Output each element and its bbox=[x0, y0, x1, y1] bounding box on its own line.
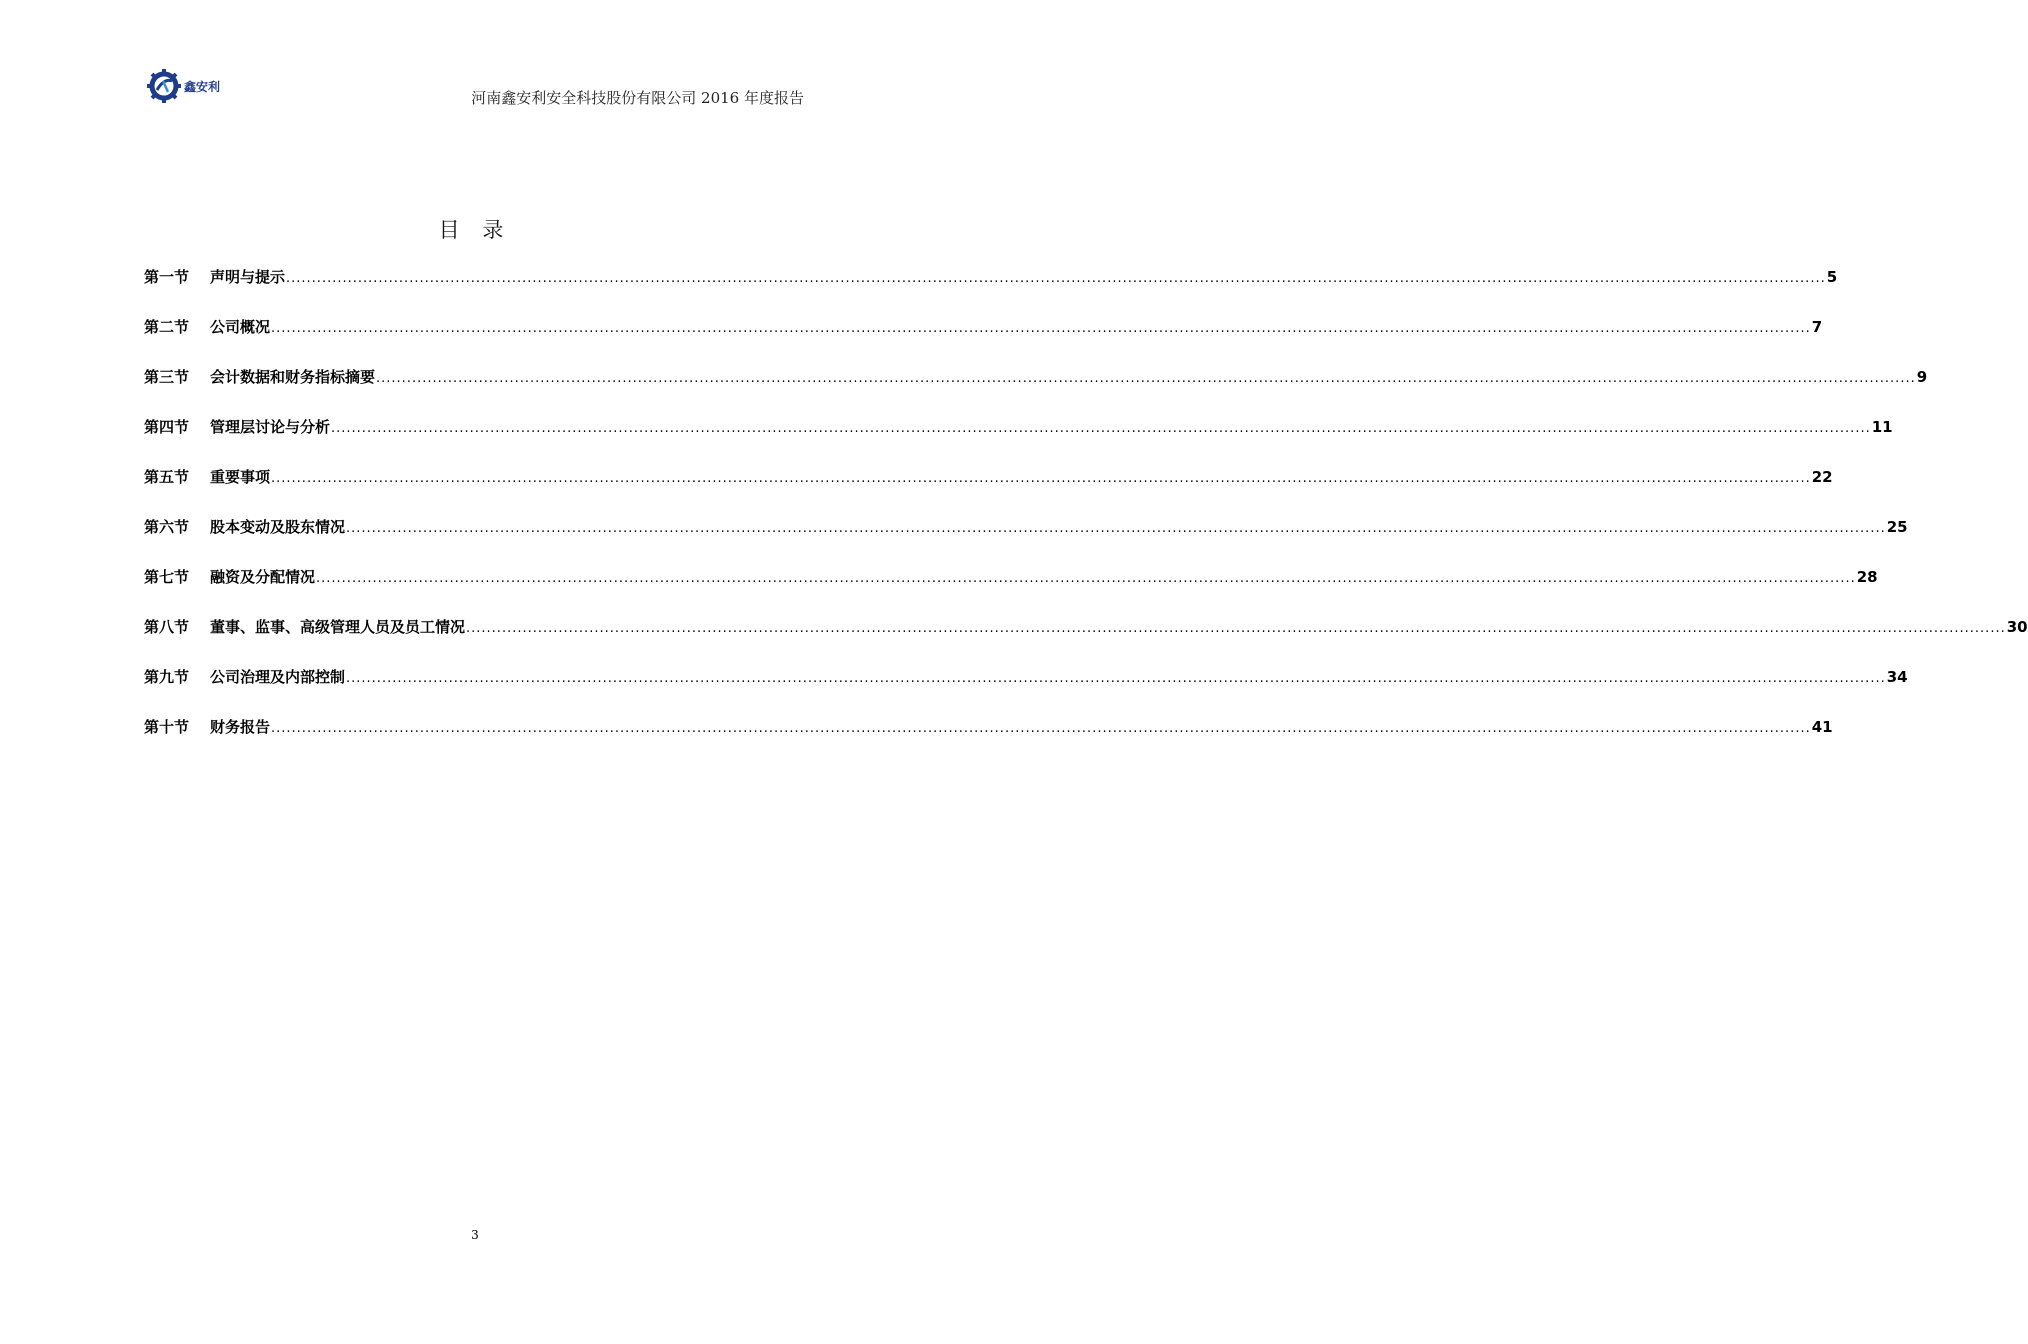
toc-page-number: 5 bbox=[1826, 268, 1838, 286]
gear-logo-icon bbox=[146, 68, 182, 104]
toc-section-number: 第十节 bbox=[144, 718, 190, 736]
toc-section-name: 公司概况 bbox=[210, 318, 271, 336]
toc-entry[interactable] bbox=[144, 566, 1878, 616]
toc-entry[interactable] bbox=[144, 616, 2028, 666]
toc-section-name: 会计数据和财务指标摘要 bbox=[210, 368, 376, 386]
page-number: 3 bbox=[471, 1228, 479, 1242]
toc-section-number: 第三节 bbox=[144, 368, 190, 386]
table-of-contents bbox=[144, 266, 2028, 766]
toc-entry[interactable] bbox=[144, 716, 1833, 766]
toc-entry[interactable] bbox=[144, 266, 1838, 316]
toc-section-name: 公司治理及内部控制 bbox=[210, 668, 346, 686]
toc-page-number: 41 bbox=[1811, 718, 1833, 736]
toc-section-number: 第九节 bbox=[144, 668, 190, 686]
toc-leader-dots: ............................................................................................................................................................................................................................................................................................................ bbox=[271, 321, 1811, 336]
toc-section-number: 第五节 bbox=[144, 468, 190, 486]
toc-section-number: 第四节 bbox=[144, 418, 190, 436]
toc-entry[interactable] bbox=[144, 366, 1928, 416]
toc-section-number: 第八节 bbox=[144, 618, 190, 636]
toc-section-name: 声明与提示 bbox=[210, 268, 286, 286]
toc-section-name: 融资及分配情况 bbox=[210, 568, 316, 586]
toc-leader-dots: ............................................................................................................................................................................................................................................................................................................ bbox=[376, 371, 1916, 386]
company-logo bbox=[146, 68, 220, 104]
toc-page-number: 28 bbox=[1856, 568, 1878, 586]
toc-section-number: 第二节 bbox=[144, 318, 190, 336]
toc-entry[interactable] bbox=[144, 416, 1893, 466]
report-header-title: 河南鑫安利安全科技股份有限公司 2016 年度报告 bbox=[471, 89, 804, 107]
toc-leader-dots: ............................................................................................................................................................................................................................................................................................................ bbox=[271, 721, 1811, 736]
toc-section-number: 第六节 bbox=[144, 518, 190, 536]
toc-leader-dots: ............................................................................................................................................................................................................................................................................................................ bbox=[346, 521, 1886, 536]
toc-page-number: 30 bbox=[2006, 618, 2028, 636]
toc-entry[interactable] bbox=[144, 466, 1833, 516]
toc-section-name: 重要事项 bbox=[210, 468, 271, 486]
toc-page-number: 11 bbox=[1871, 418, 1893, 436]
toc-leader-dots: ............................................................................................................................................................................................................................................................................................................ bbox=[286, 271, 1826, 286]
toc-section-number: 第七节 bbox=[144, 568, 190, 586]
toc-section-name: 管理层讨论与分析 bbox=[210, 418, 331, 436]
toc-leader-dots: ............................................................................................................................................................................................................................................................................................................ bbox=[316, 571, 1856, 586]
logo-text: 鑫安利 bbox=[184, 79, 221, 94]
toc-leader-dots: ............................................................................................................................................................................................................................................................................................................ bbox=[331, 421, 1871, 436]
toc-leader-dots: ............................................................................................................................................................................................................................................................................................................ bbox=[466, 621, 2006, 636]
toc-section-name: 董事、监事、高级管理人员及员工情况 bbox=[210, 618, 466, 636]
toc-leader-dots: ............................................................................................................................................................................................................................................................................................................ bbox=[346, 671, 1886, 686]
toc-entry[interactable] bbox=[144, 516, 1908, 566]
toc-leader-dots: ............................................................................................................................................................................................................................................................................................................ bbox=[271, 471, 1811, 486]
toc-page-number: 7 bbox=[1811, 318, 1823, 336]
toc-page-number: 22 bbox=[1811, 468, 1833, 486]
toc-section-number: 第一节 bbox=[144, 268, 190, 286]
toc-entry[interactable] bbox=[144, 666, 1908, 716]
toc-section-name: 财务报告 bbox=[210, 718, 271, 736]
toc-title: 目 录 bbox=[438, 218, 512, 242]
toc-entry[interactable] bbox=[144, 316, 1823, 366]
toc-page-number: 9 bbox=[1916, 368, 1928, 386]
toc-page-number: 25 bbox=[1886, 518, 1908, 536]
toc-page-number: 34 bbox=[1886, 668, 1908, 686]
toc-section-name: 股本变动及股东情况 bbox=[210, 518, 346, 536]
